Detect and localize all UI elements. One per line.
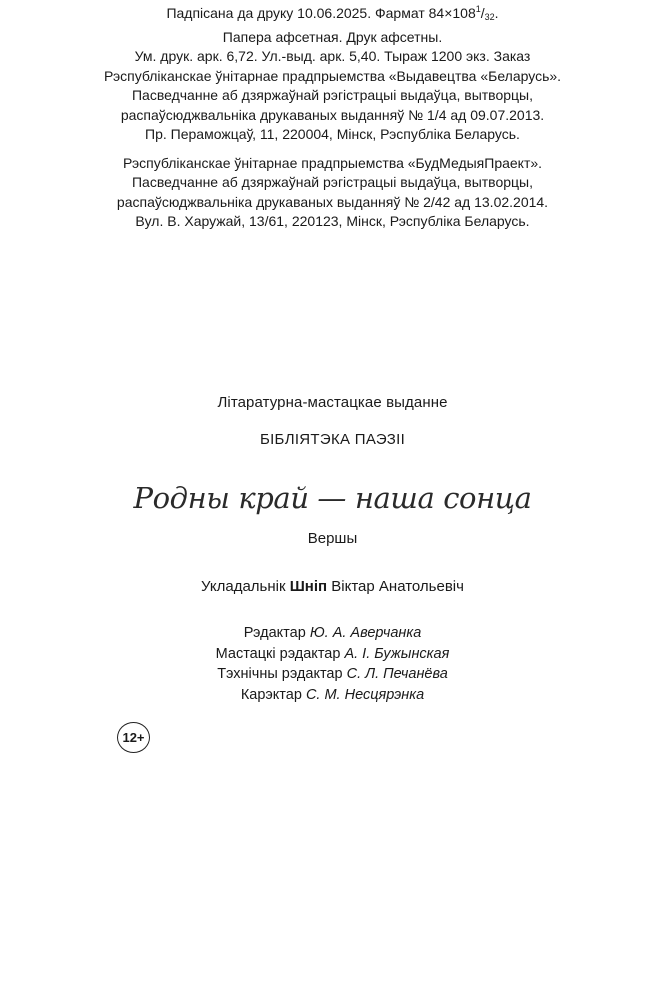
staff-name: Ю. А. Аверчанка	[309, 625, 422, 641]
staff-name: С. М. Несцярэнка	[305, 686, 425, 703]
staff-list	[0, 623, 665, 705]
book-subtitle: Вершы	[307, 530, 358, 547]
section-gap	[0, 145, 665, 154]
staff-role: Мастацкі рэдактар	[215, 645, 341, 662]
publisher-line: распаўсюджвальніка друкаваных выданняў № 1/4 ад 09.07.2013.	[120, 106, 545, 123]
staff-proofreader	[0, 685, 665, 706]
compiler-surname: Шніп	[289, 578, 328, 595]
compiler-name: Віктар Анатольевіч	[331, 578, 464, 595]
staff-role: Карэктар	[240, 686, 302, 703]
format-numerator: 1	[475, 4, 481, 14]
printer-line: Пасведчанне аб дзяржаўнай рэгістрацыі выдаўца, вытворцы,	[131, 174, 533, 190]
print-details	[0, 0, 665, 232]
age-rating-badge: 12+	[117, 722, 150, 753]
publisher-line: Пасведчанне аб дзяржаўнай рэгістрацыі выдаўца, вытворцы,	[131, 87, 533, 103]
staff-role: Тэхнічны рэдактар	[217, 666, 343, 682]
compiler-label: Укладальнік	[201, 578, 286, 595]
print-line-1-suffix: .	[494, 5, 499, 21]
staff-tech-editor	[0, 664, 665, 685]
publisher-line: Пр. Пераможцаў, 11, 220004, Мінск, Рэспубліка Беларусь.	[145, 126, 520, 142]
staff-name: С. Л. Печанёва	[346, 666, 448, 682]
book-title: Родны край — наша сонца	[133, 481, 532, 515]
print-date-format: Падпісана да друку 10.06.2025. Фармат 84×108	[166, 5, 476, 21]
print-line-1: Падпісана да друку 10.06.2025. Фармат $84\times 108^1/_{32}$.	[166, 4, 499, 22]
staff-name: А. І. Бужынская	[344, 645, 450, 662]
format-denominator: 32	[484, 12, 495, 22]
printer-line: Вул. В. Харужай, 13/61, 220123, Мінск, Рэспубліка Беларусь.	[135, 213, 530, 229]
staff-art-editor	[0, 644, 665, 665]
series-title: БІБЛІЯТЭКА ПАЭЗІІ	[259, 431, 406, 448]
printer-line: распаўсюджвальніка друкаваных выданняў № 2/42 ад 13.02.2014.	[116, 193, 549, 210]
printer-line: Рэспубліканскае ўнітарнае прадпрыемства «БудМедыяПраект».	[122, 154, 543, 171]
genre-label: Літаратурна-мастацкае выданне	[217, 394, 448, 411]
compiler-line	[0, 578, 665, 595]
print-line-2: Папера афсетная. Друк афсетны.	[222, 28, 443, 45]
staff-role: Рэдактар	[243, 625, 306, 641]
publisher-line: Рэспубліканскае ўнітарнае прадпрыемства «Выдавецтва «Беларусь».	[103, 67, 562, 84]
print-line-3: Ум. друк. арк. 6,72. Ул.-выд. арк. 5,40. Тыраж 1200 экз. Заказ	[134, 48, 531, 64]
staff-editor	[0, 623, 665, 644]
